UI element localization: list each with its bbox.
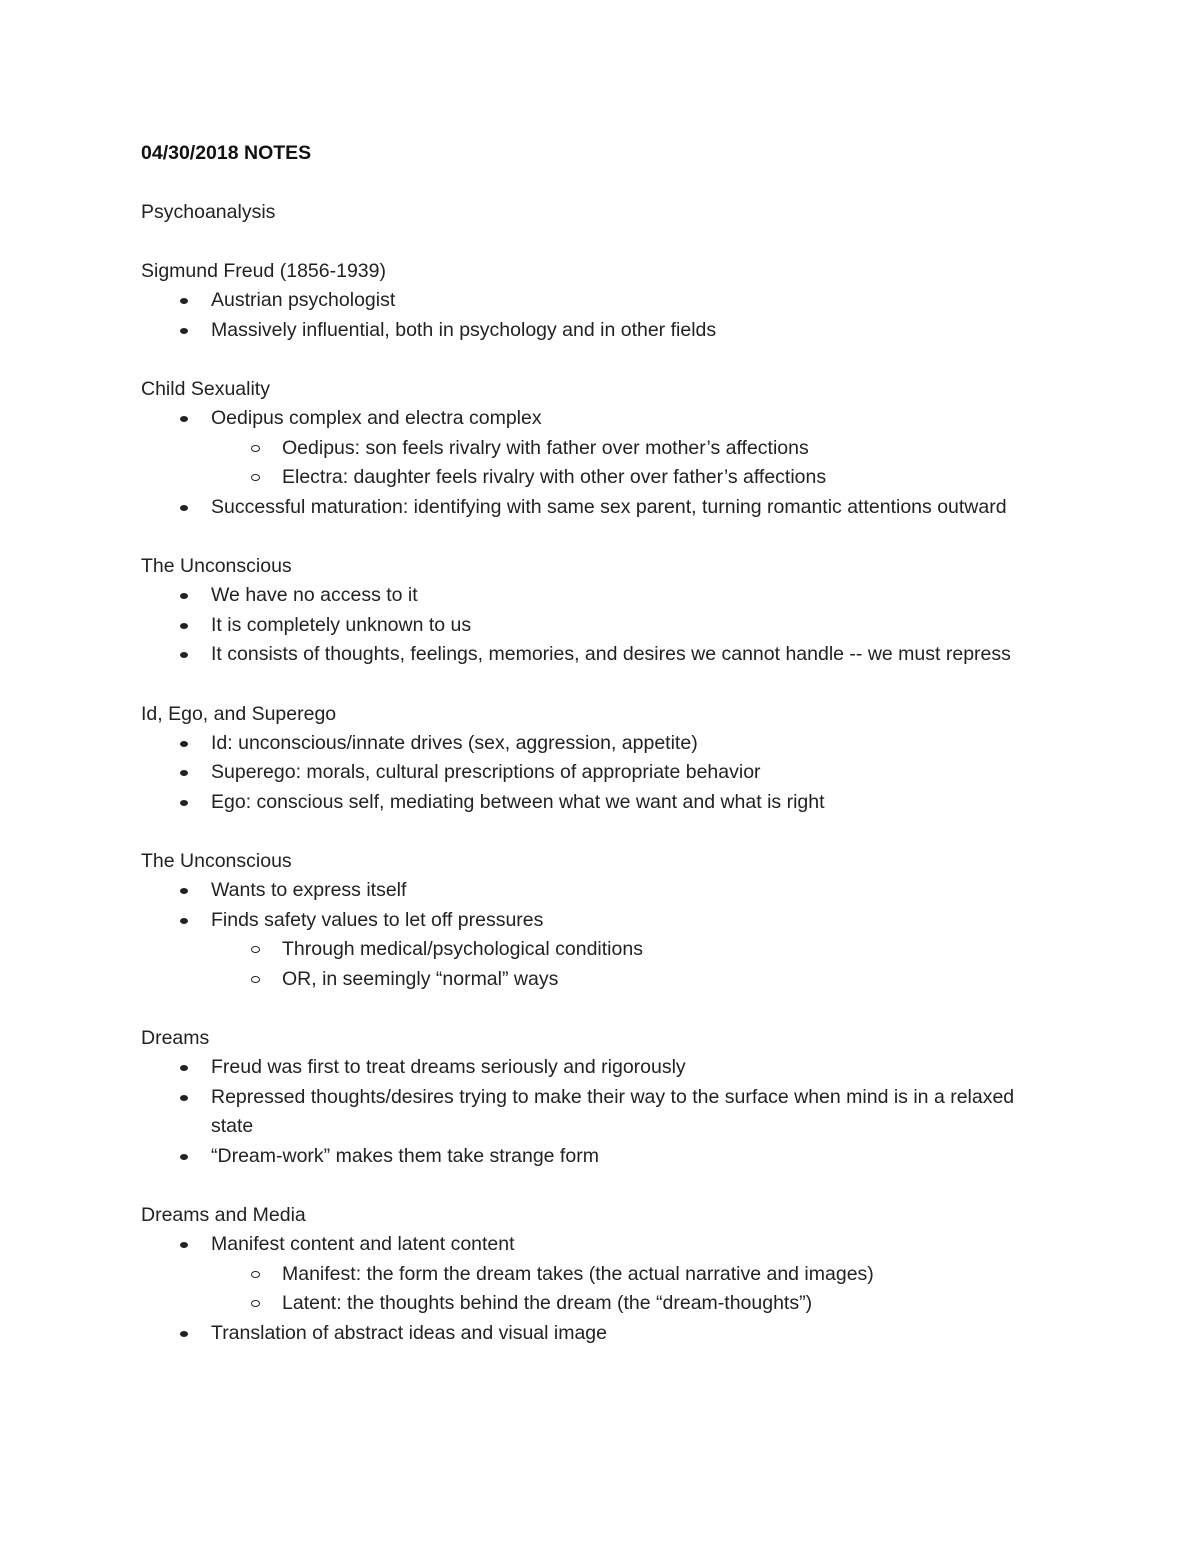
notes-section xyxy=(141,846,1041,994)
section-heading: The Unconscious xyxy=(141,555,292,577)
notes-section xyxy=(141,256,1041,345)
section-spacer xyxy=(141,1171,1041,1200)
bullet-item: Id: unconscious/innate drives (sex, aggression, appetite) xyxy=(141,729,1041,759)
sub-bullet-item: OR, in seemingly “normal” ways xyxy=(141,965,1041,995)
bullet-item: Successful maturation: identifying with same sex parent, turning romantic attentions outward xyxy=(141,493,1041,523)
section-heading: Dreams xyxy=(141,1027,210,1049)
bullet-item: Ego: conscious self, mediating between what we want and what is right xyxy=(141,788,1041,818)
section-heading: Child Sexuality xyxy=(141,378,270,400)
bullet-item: Finds safety values to let off pressures xyxy=(141,906,1041,936)
bullet-list xyxy=(141,581,1041,670)
bullet-item: Oedipus complex and electra complex xyxy=(141,404,1041,434)
bullet-item: We have no access to it xyxy=(141,581,1041,611)
notes-section xyxy=(141,551,1041,670)
bullet-item: Austrian psychologist xyxy=(141,286,1041,316)
notes-body xyxy=(141,168,1041,1348)
sub-bullet-item: Latent: the thoughts behind the dream (the “dream-thoughts”) xyxy=(141,1289,1041,1319)
bullet-item: Wants to express itself xyxy=(141,876,1041,906)
section-spacer xyxy=(141,345,1041,374)
section-heading: Sigmund Freud (1856-1939) xyxy=(141,260,386,282)
section-heading: Id, Ego, and Superego xyxy=(141,702,337,725)
bullet-list xyxy=(141,404,1041,522)
document-page xyxy=(141,138,1041,1348)
bullet-list xyxy=(141,1230,1041,1348)
sub-bullet-item: Through medical/psychological conditions xyxy=(141,935,1041,965)
section-heading: The Unconscious xyxy=(141,850,292,872)
bullet-item: It consists of thoughts, feelings, memories, and desires we cannot handle -- we must repress xyxy=(141,640,1041,670)
bullet-item: Freud was first to treat dreams seriously and rigorously xyxy=(141,1053,1041,1083)
sub-bullet-item: Oedipus: son feels rivalry with father over mother’s affections xyxy=(141,434,1041,464)
notes-section xyxy=(141,1023,1041,1171)
section-spacer xyxy=(141,670,1041,699)
notes-section xyxy=(141,197,1041,227)
bullet-list xyxy=(141,729,1041,818)
bullet-item: Translation of abstract ideas and visual image xyxy=(141,1319,1041,1349)
section-spacer xyxy=(141,994,1041,1023)
section-heading: Dreams and Media xyxy=(141,1204,306,1226)
bullet-list xyxy=(141,876,1041,994)
section-spacer xyxy=(141,817,1041,846)
bullet-item: Manifest content and latent content xyxy=(141,1230,1041,1260)
bullet-item: It is completely unknown to us xyxy=(141,611,1041,641)
bullet-item: Repressed thoughts/desires trying to make their way to the surface when mind is in a relaxed state xyxy=(141,1083,1041,1142)
section-spacer xyxy=(141,227,1041,256)
notes-section xyxy=(141,699,1041,818)
sub-bullet-item: Electra: daughter feels rivalry with other over father’s affections xyxy=(141,463,1041,493)
section-spacer xyxy=(141,522,1041,551)
bullet-item: “Dream-work” makes them take strange form xyxy=(141,1142,1041,1172)
bullet-list xyxy=(141,286,1041,345)
bullet-item: Massively influential, both in psychology and in other fields xyxy=(141,316,1041,346)
section-spacer xyxy=(141,168,1041,197)
bullet-list xyxy=(141,1053,1041,1171)
notes-section xyxy=(141,1200,1041,1348)
notes-section xyxy=(141,374,1041,522)
section-heading: Psychoanalysis xyxy=(141,201,276,223)
sub-bullet-item: Manifest: the form the dream takes (the actual narrative and images) xyxy=(141,1260,1041,1290)
bullet-item: Superego: morals, cultural prescriptions of appropriate behavior xyxy=(141,758,1041,788)
document-title: 04/30/2018 NOTES xyxy=(141,142,312,164)
